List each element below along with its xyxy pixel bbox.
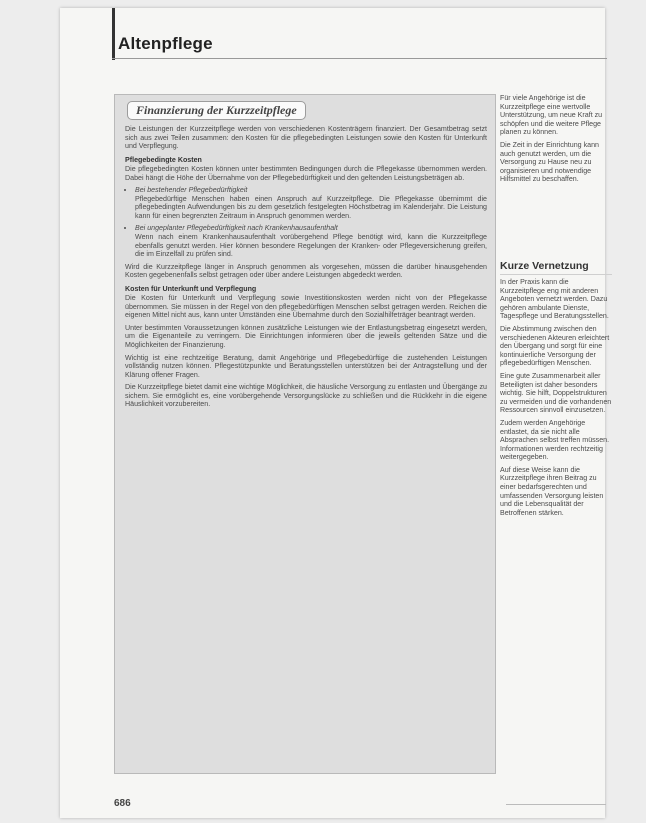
box-list-item-title: Bei ungeplanter Pflegebedürftigkeit nach Krankenhausaufenthalt [135, 224, 338, 233]
box-paragraph: Die Kurzzeitpflege bietet damit eine wichtige Möglichkeit, die häusliche Versorgung zu entlasten und Übergänge zu sichern. Sie ermöglicht es, eine vorübergehende Versorgungslücke zu schließen und die Rückkehr in die eigene Häuslichkeit vorzubereiten. [125, 383, 487, 409]
right-paragraph: Zudem werden Angehörige entlastet, da sie nicht alle Absprachen selbst treffen müssen. Informationen werden rechtzeitig weitergegeben. [500, 418, 610, 462]
document-page [60, 8, 612, 818]
right-paragraph: Auf diese Weise kann die Kurzzeitpflege ihren Beitrag zu einer bedarfsgerechten und umfassenden Versorgung leisten und die Lebensqualität der Betroffenen stärken. [500, 465, 604, 517]
header-bar [112, 8, 115, 60]
box-list-item [135, 186, 487, 220]
box-paragraph: Die pflegebedingten Kosten können unter bestimmten Bedingungen durch die Pflegekasse übernommen werden. Dabei hängt die Höhe der Übernahme von der Pflegebedürftigkeit und den geltenden Leistungsbeträgen ab. [125, 165, 487, 182]
right-paragraph: Eine gute Zusammenarbeit aller Beteiligten ist daher besonders wichtig. Sie hilft, Doppelstrukturen zu vermeiden und die vorhandenen Ressourcen sinnvoll einzusetzen. [500, 371, 612, 415]
right-column-top [500, 94, 612, 188]
box-list-item [135, 224, 487, 258]
box-paragraph: Wichtig ist eine rechtzeitige Beratung, damit Angehörige und Pflegebedürftige die zustehenden Leistungen vollständig nutzen können. Pflegestützpunkte und Beratungsstellen unterstützen bei der Antragstellung und der Klärung offener Fragen. [125, 353, 487, 379]
right-paragraph: In der Praxis kann die Kurzzeitpflege eng mit anderen Angeboten vernetzt werden. Dazu gehören ambulante Dienste, Tagespflege und Beratungsstellen. [500, 278, 609, 321]
box-paragraph: Die Kosten für Unterkunft und Verpflegung sowie Investitionskosten werden nicht von der Pflegekasse übernommen. Sie müssen in der Regel von den pflegebedürftigen Menschen selbst getragen werden. Reichen die eigenen Mittel nicht aus, kann unter Umständen eine Übernahme durch den Sozialhilfeträger beantragt werden. [125, 294, 487, 320]
box-heading-unterkunft: Kosten für Unterkunft und Verpflegung [125, 284, 257, 293]
right-paragraph: Für viele Angehörige ist die Kurzzeitpflege eine wertvolle Unterstützung, um neue Kraft zu schöpfen und die weitere Pflege planen zu können. [500, 94, 603, 137]
box-list [125, 186, 487, 258]
right-column-body [500, 278, 612, 521]
page-number: 686 [114, 798, 131, 809]
box-list-item-title: Bei bestehender Pflegebedürftigkeit [135, 186, 248, 195]
box-list-item-text: Pflegebedürftige Menschen haben einen Anspruch auf Kurzzeitpflege. Die Pflegekasse übernimmt die pflegebedingten Aufwendungen bis zu dem gesetzlich festgelegten Höchstbetrag im Kalenderjahr. Die Leistung kann für einen begrenzten Zeitraum in Anspruch genommen werden. [135, 194, 487, 220]
box-heading-pflegebedingte-kosten: Pflegebedingte Kosten [125, 155, 202, 164]
info-box-title: Finanzierung der Kurzzeitpflege [127, 101, 306, 120]
footer-rule [506, 804, 606, 805]
header-rule [112, 58, 607, 59]
page-header-title: Altenpflege [118, 34, 213, 53]
info-box-body [125, 125, 487, 767]
box-paragraph: Unter bestimmten Voraussetzungen können zusätzliche Leistungen wie der Entlastungsbetrag eingesetzt werden, um die Eigenanteile zu verringern. Die Einrichtungen informieren über die jeweils geltenden Sätze und die Möglichkeiten der Finanzierung. [125, 323, 487, 350]
info-box [114, 94, 496, 774]
box-paragraph: Wird die Kurzzeitpflege länger in Anspruch genommen als vorgesehen, müssen die darüber hinausgehenden Kosten gegebenenfalls selbst getragen oder über andere Leistungen abgedeckt werden. [125, 262, 487, 280]
box-list-item-text: Wenn nach einem Krankenhausaufenthalt vorübergehend Pflege benötigt wird, kann die Kurzzeitpflege ebenfalls genutzt werden. Hier können besondere Regelungen der Kranken- oder Pflegeversicherung greifen, die im Einzelfall zu prüfen sind. [135, 233, 487, 259]
right-paragraph: Die Zeit in der Einrichtung kann auch genutzt werden, um die Versorgung zu Hause neu zu organisieren und notwendige Hilfsmittel zu beschaffen. [500, 140, 599, 184]
right-paragraph: Die Abstimmung zwischen den verschiedenen Akteuren erleichtert den Übergang und sorgt für eine kontinuierliche Versorgung der pflegebedürftigen Menschen. [500, 324, 610, 368]
box-intro: Die Leistungen der Kurzzeitpflege werden von verschiedenen Kostenträgern finanziert. Der Gesamtbetrag setzt sich aus zwei Teilen zusammen: den Kosten für die pflegebedingten Leistungen sowie den Kosten für Unterkunft und Verpflegung. [125, 125, 487, 151]
section-heading-vernetzung: Kurze Vernetzung [500, 260, 612, 275]
